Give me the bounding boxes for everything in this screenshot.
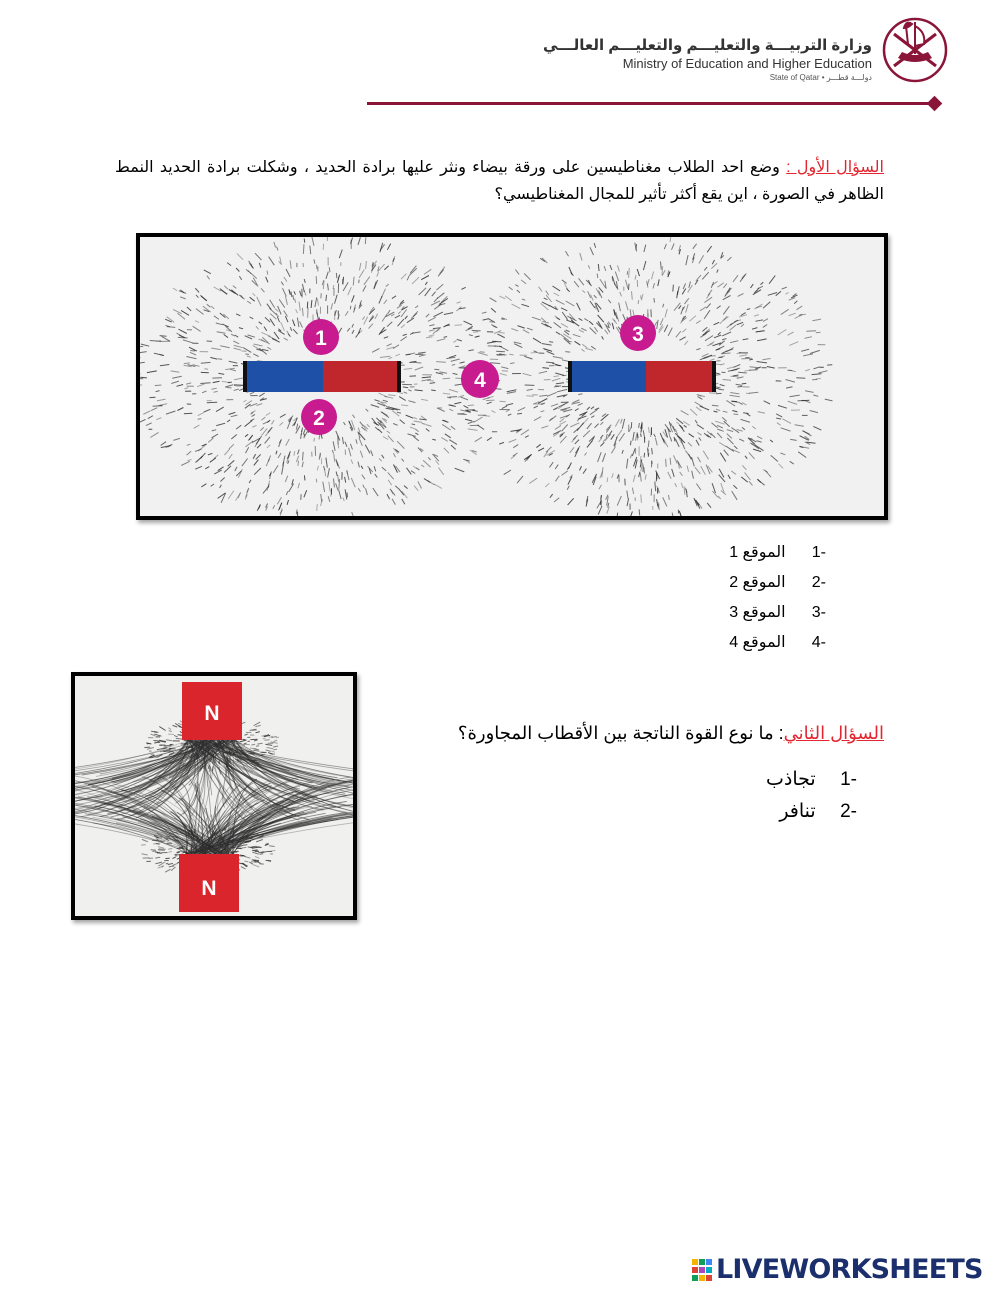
- marker-1-label: 1: [315, 327, 327, 350]
- question-1-label: السؤال الأول :: [786, 159, 885, 176]
- liveworksheets-wordmark: LIVEWORKSHEETS: [716, 1254, 983, 1285]
- option-location-1[interactable]: [700, 538, 826, 568]
- bottom-north-magnet: [179, 854, 239, 912]
- option-number: -3: [811, 604, 826, 621]
- liveworksheets-logo: [692, 1255, 988, 1285]
- question-1-text: وضع احد الطلاب مغناطيسين على ورقة بيضاء ونثر عليها برادة الحديد ، وشكلت برادة الحديد النمط الظاهر في الصورة ، اين يقع أكثر تأثير للمجال المغناطيسي؟: [115, 159, 884, 203]
- bottom-magnet-label: N: [201, 877, 217, 900]
- option-attraction[interactable]: [740, 764, 857, 796]
- option-location-3[interactable]: [700, 598, 826, 628]
- option-repulsion[interactable]: [740, 796, 857, 828]
- option-text: تجاذب: [766, 769, 816, 790]
- marker-2-label: 2: [313, 407, 325, 430]
- option-number: -1: [811, 544, 826, 561]
- option-location-4[interactable]: [700, 628, 826, 658]
- header-divider: [367, 102, 935, 105]
- bar-magnets-figure: [140, 237, 884, 516]
- option-text: الموقع 1: [729, 544, 786, 561]
- option-number: -2: [811, 574, 826, 591]
- left-bar-magnet: [243, 361, 401, 392]
- question-1: [115, 154, 884, 208]
- top-magnet-label: N: [204, 702, 220, 725]
- question-2-options: [740, 764, 857, 828]
- option-text: تنافر: [779, 801, 816, 822]
- question-1-options: [700, 538, 826, 658]
- right-bar-magnet: [568, 361, 716, 392]
- question-2-label: السؤال الثاني: [783, 723, 884, 743]
- location-marker-2: [301, 399, 337, 435]
- ministry-name-arabic: وزارة التربيـــة والتعليـــم والتعليـــم العالـــي: [543, 37, 872, 54]
- state-of-qatar-label: State of Qatar • دولـــة قطـــر: [769, 73, 872, 82]
- option-number: -2: [840, 801, 857, 822]
- option-text: الموقع 2: [729, 574, 786, 591]
- ministry-header: [543, 14, 950, 84]
- iron-filings-field-lines: [75, 717, 353, 876]
- location-marker-1: [303, 319, 339, 355]
- marker-4-label: 4: [474, 369, 486, 392]
- option-text: الموقع 4: [729, 634, 786, 651]
- liveworksheets-icon: [692, 1259, 712, 1281]
- top-north-magnet: [182, 682, 242, 740]
- header-divider-tip: [927, 96, 943, 112]
- ministry-name-english: Ministry of Education and Higher Education: [622, 56, 872, 71]
- question-2-text: : ما نوع القوة الناتجة بين الأقطاب المجاورة؟: [457, 723, 784, 743]
- question-2: [380, 718, 884, 748]
- location-marker-3: [620, 315, 656, 351]
- option-text: الموقع 3: [729, 604, 786, 621]
- option-location-2[interactable]: [700, 568, 826, 598]
- north-poles-figure: [75, 676, 353, 916]
- bar-magnets-iron-filings-image: [136, 233, 888, 520]
- marker-3-label: 3: [632, 323, 644, 346]
- location-marker-4: [461, 360, 499, 398]
- option-number: -1: [840, 769, 857, 790]
- qatar-emblem-icon: [880, 14, 950, 86]
- repelling-north-poles-image: [71, 672, 357, 920]
- option-number: -4: [811, 634, 826, 651]
